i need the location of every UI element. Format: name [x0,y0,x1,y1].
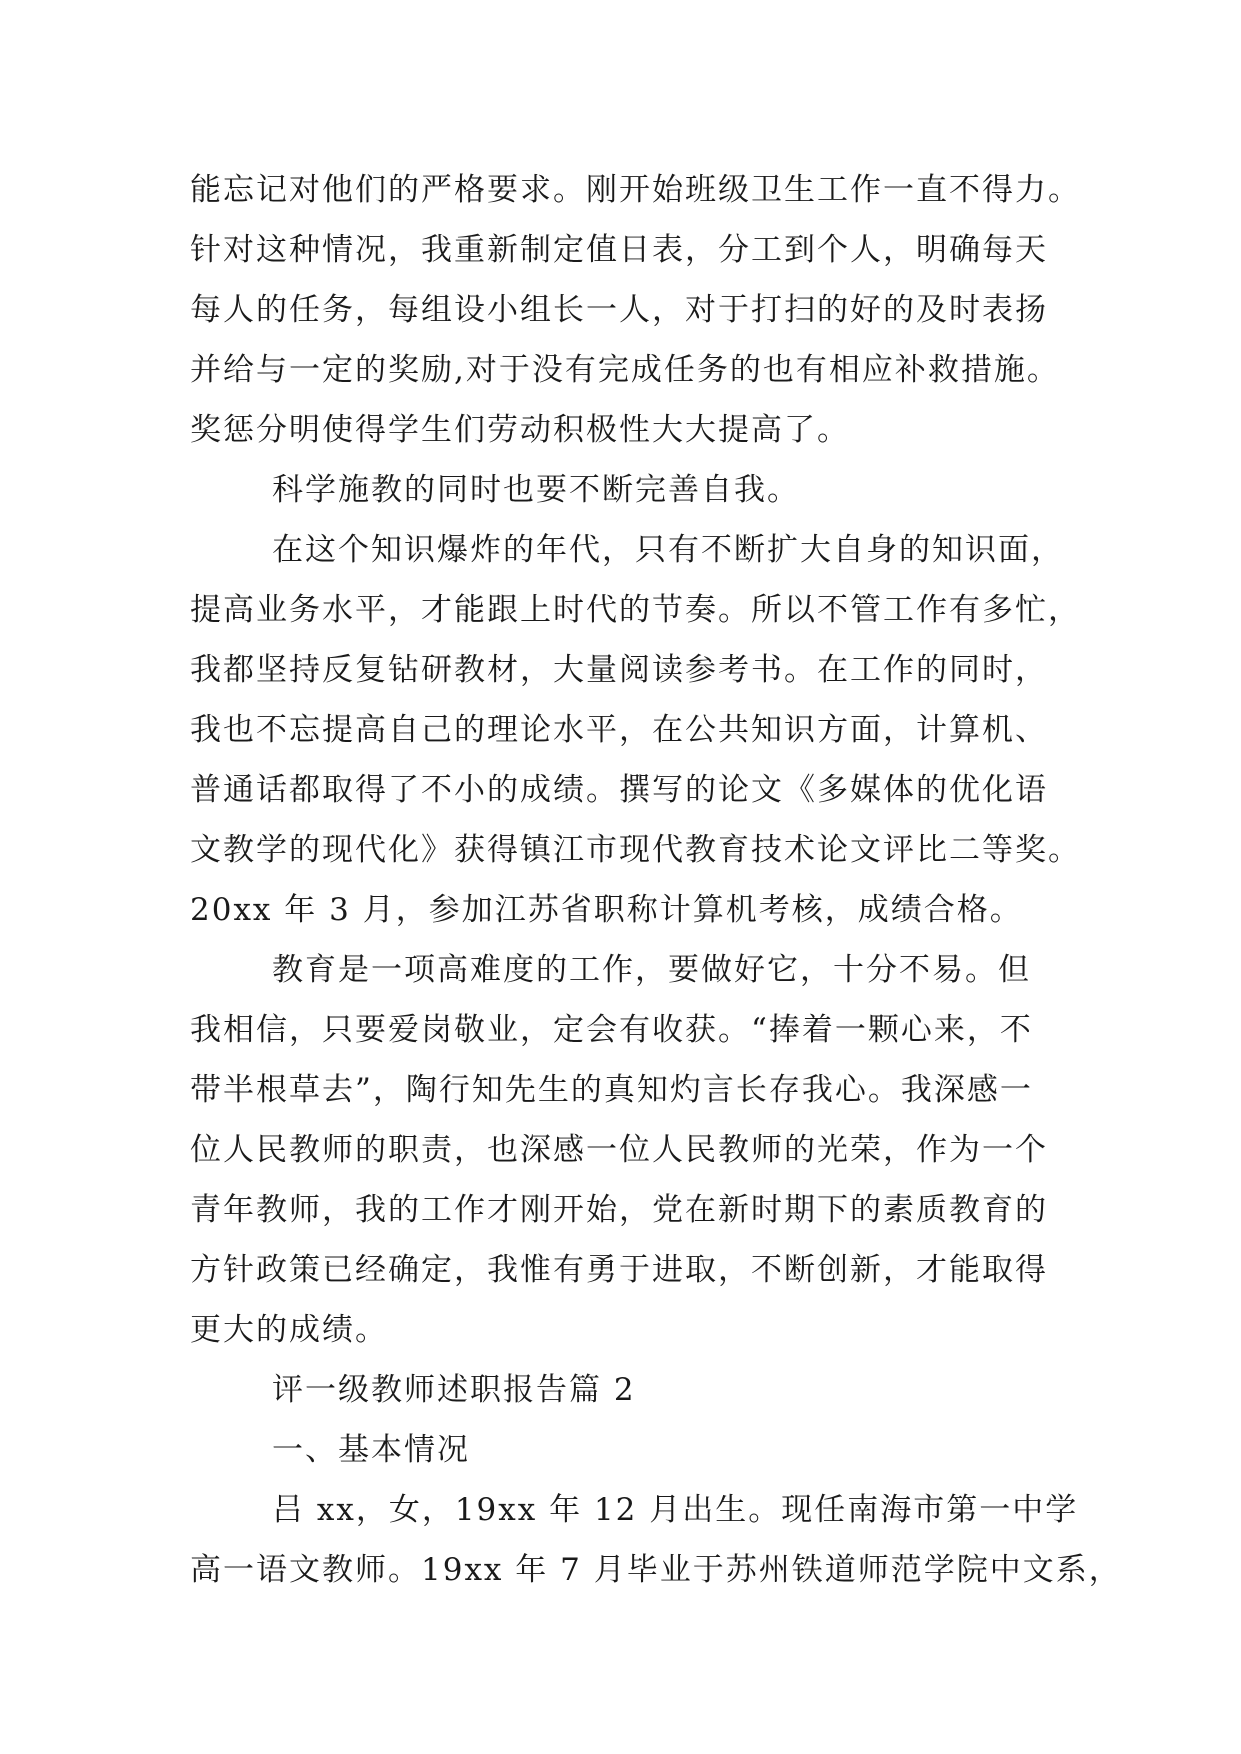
text-line: 普通话都取得了不小的成绩。撰写的论文《多媒体的优化语 [190,772,1048,808]
document-body [190,160,1122,1600]
text-line: 奖惩分明使得学生们劳动积极性大大提高了。 [190,412,850,448]
text-line: 并给与一定的奖励,对于没有完成任务的也有相应补救措施。 [190,352,1060,388]
paragraph-lead-line: 吕 xx，女，19xx 年 12 月出生。现任南海市第一中学 [272,1492,1079,1528]
subsection-heading: 一、基本情况 [272,1432,470,1468]
text-line: 我都坚持反复钻研教材，大量阅读参考书。在工作的同时， [190,652,1048,688]
text-line: 20xx 年 3 月，参加江苏省职称计算机考核，成绩合格。 [190,892,1023,928]
text-line: 带半根草去”，陶行知先生的真知灼言长存我心。我深感一 [190,1072,1033,1108]
text-line: 提高业务水平，才能跟上时代的节奏。所以不管工作有多忙， [190,592,1081,628]
text-line: 针对这种情况，我重新制定值日表，分工到个人，明确每天 [190,232,1048,268]
text-line: 能忘记对他们的严格要求。刚开始班级卫生工作一直不得力。 [190,172,1081,208]
paragraph-lead-line: 科学施教的同时也要不断完善自我。 [272,472,800,508]
text-line: 我相信，只要爱岗敬业，定会有收获。“捧着一颗心来，不 [190,1012,1033,1048]
text-line: 青年教师，我的工作才刚开始，党在新时期下的素质教育的 [190,1192,1048,1228]
text-line: 更大的成绩。 [190,1312,388,1348]
text-line: 高一语文教师。19xx 年 7 月毕业于苏州铁道师范学院中文系， [190,1552,1122,1588]
text-line: 每人的任务，每组设小组长一人，对于打扫的好的及时表扬 [190,292,1048,328]
text-line: 位人民教师的职责，也深感一位人民教师的光荣，作为一个 [190,1132,1048,1168]
text-line: 方针政策已经确定，我惟有勇于进取，不断创新，才能取得 [190,1252,1048,1288]
paragraph-lead-line: 在这个知识爆炸的年代，只有不断扩大自身的知识面， [272,532,1064,568]
paragraph-lead-line: 教育是一项高难度的工作，要做好它，十分不易。但 [272,952,1031,988]
text-line: 我也不忘提高自己的理论水平，在公共知识方面，计算机、 [190,712,1048,748]
section-heading: 评一级教师述职报告篇 2 [272,1372,636,1408]
text-line: 文教学的现代化》获得镇江市现代教育技术论文评比二等奖。 [190,832,1081,868]
